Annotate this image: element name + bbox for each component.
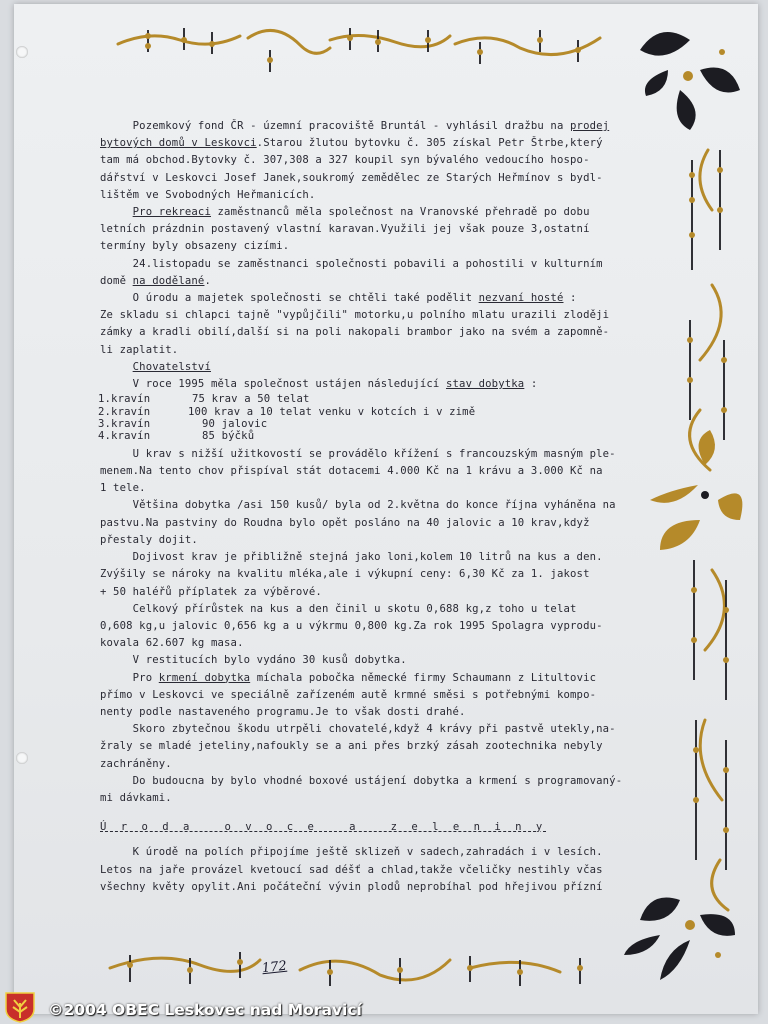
punch-hole — [16, 46, 28, 58]
document-text — [100, 118, 645, 896]
paragraph-november: 24.listopadu se zaměstnanci společnosti pobavili a pohostili v kulturním domě na dodělané. — [100, 257, 603, 287]
punch-hole — [16, 752, 28, 764]
table-cell-barn: 4.kravín — [98, 430, 151, 443]
page-number: 172 — [261, 958, 288, 977]
paragraph-uninvited-guests: O úrodu a majetek společnosti se chtěli také podělit nezvaní hosté : Ze skladu si chlapci tajně "vypůjčili" motorku,u polního mlatu urazili zloději zámky a kradli obilí,další si na poli nakopali brambor jako na svém a zapomně- li zaplatit. — [100, 292, 610, 356]
paragraph-restitution: V restitucích bylo vydáno 30 kusů dobytka. — [100, 654, 407, 667]
table-cell-desc: 90 jalovic — [202, 418, 268, 431]
barn-table — [98, 393, 645, 443]
paragraph-recreation: Pro rekreaci zaměstnanců měla společnost na Vranovské přehradě po dobu letních prázdnin postavený vlastní karavan.Využili jej však pouze 3,ostatní termíny byly obsazeny cizími. — [100, 206, 590, 253]
paragraph-future: Do budoucna by bylo vhodné boxové ustájení dobytka a krmení s programovaný- mi dávkami. — [100, 774, 623, 804]
paragraph-feeding: Pro krmení dobytka míchala pobočka německé firmy Schaumann z Litultovic přímo v Leskovci ve speciálně zařízeném autě krmné směsi s potřebnými kompo- nenty podle nastaveného programu.Je to však dosti drahé. — [100, 671, 597, 718]
paragraph-livestock-state: V roce 1995 měla společnost ustájen následující stav dobytka : — [100, 378, 538, 391]
paragraph-crossbreeding: U krav s nižší užitkovostí se provádělo křížení s francouzským masným ple- menem.Na tento chov přispíval stát dotacemi 4.000 Kč na 1 krávu a 3.000 Kč na 1 tele. — [100, 447, 616, 495]
table-cell-desc: 75 krav a 50 telat — [192, 393, 310, 406]
village-crest-icon — [3, 991, 37, 1023]
table-cell-desc: 85 býčků — [202, 430, 255, 443]
paragraph-harvest: K úrodě na polích připojíme ještě sklizeň v sadech,zahradách i v lesích. Letos na jaře provázel kvetoucí sad déšť a chlad,takže včeličky nestihly včas všechny květy opylit.Ani počáteční vývin plodů neprobíhal pod hřejivou přízní — [100, 846, 603, 893]
section-heading-fruit-vegetables: Ú r o d a o v o c e a z e l e n i n y — [100, 821, 547, 834]
paragraph-milk-yield: Dojivost krav je přibližně stejná jako loni,kolem 10 litrů na kus a den. Zvýšily se nároky na kvalitu mléka,ale i výkupní ceny: 6,30 Kč za 1. jakost + 50 haléřů příplatek za výběrové. — [100, 551, 603, 598]
section-heading-livestock: Chovatelství — [132, 360, 211, 373]
paragraph-weight-gain: Celkový přírůstek na kus a den činil u skotu 0,688 kg,z toho u telat 0,608 kg,u jalovic 0,656 kg a u výkrmu 0,800 kg.Za rok 1995 Spolagra vyprodu- kovala 62.607 kg masa. — [100, 602, 603, 650]
copyright-text: ©2004 OBEC Leskovec nad Moravicí — [48, 1001, 362, 1019]
paragraph-pasture: Většina dobytka /asi 150 kusů/ byla od 2.května do konce října vyháněna na pastvu.Na pastviny do Roudna bylo opět posláno na 40 jalovic a 10 krav,když přestaly dojit. — [100, 499, 616, 546]
table-cell-barn: 3.kravín — [98, 418, 151, 431]
watermark-footer — [0, 994, 768, 1024]
table-cell-barn: 1.kravín — [98, 393, 151, 406]
paragraph-loss: Skoro zbytečnou škodu utrpěli chovatelé,když 4 krávy při pastvě utekly,na- žraly se mladé jeteliny,nafoukly se a ani přes brzký zásah zootechnika nebyly zachráněny. — [100, 723, 616, 770]
table-cell-barn: 2.kravín — [98, 405, 151, 418]
table-cell-desc: 100 krav a 10 telat venku v kotcích i v zimě — [188, 405, 476, 418]
paragraph-land-fund: Pozemkový fond ČR - územní pracoviště Bruntál - vyhlásil dražbu na prodej bytových domů v Leskovci.Starou žlutou bytovku č. 305 získal Petr Štrbe,který tam má obchod.Bytovky č. 307,308 a 327 koupil syn bývalého vedoucího hospo- dářství v Leskovci Josef Janek,soukromý zemědělec ze Starých Heřmínov s bydl- lištěm ve Svobodných Heřmanicích. — [100, 120, 610, 201]
